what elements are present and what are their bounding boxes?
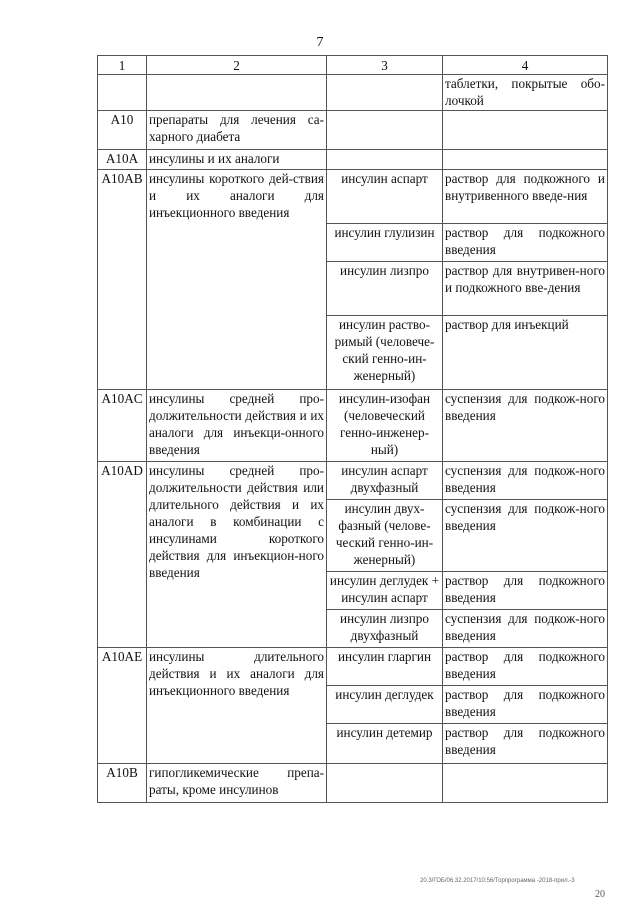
dosage-form-cell: раствор для инъекций	[443, 316, 608, 390]
drug-name-cell: инсулин лизпро двухфазный	[327, 610, 443, 648]
drug-name-cell: инсулин лизпро	[327, 262, 443, 316]
dosage-form-cell	[443, 111, 608, 150]
dosage-form-cell: суспензия для подкож-ного введения	[443, 462, 608, 500]
dosage-form-cell: суспензия для подкож-ного введения	[443, 500, 608, 572]
dosage-form-cell: таблетки, покрытые обо-лочкой	[443, 75, 608, 111]
dosage-form-cell: раствор для подкожного и внутривенного введе-ния	[443, 170, 608, 224]
group-cell: инсулины короткого дей-ствия и их аналоги для инъекционного введения	[147, 170, 327, 390]
atc-code-cell: A10AD	[98, 462, 147, 648]
group-cell: инсулины и их аналоги	[147, 150, 327, 170]
atc-code-cell: A10	[98, 111, 147, 150]
drug-name-cell: инсулин детемир	[327, 724, 443, 764]
drug-name-cell	[327, 150, 443, 170]
table-row	[98, 111, 608, 150]
drug-name-cell: инсулин-изофан (человеческий генно-инженер-ный)	[327, 390, 443, 462]
group-cell: инсулины средней про-должительности действия и их аналоги для инъекци-онного введения	[147, 390, 327, 462]
atc-code-cell: A10AC	[98, 390, 147, 462]
sheet-corner-number: 20	[595, 889, 605, 900]
drug-list-table	[97, 55, 608, 803]
drug-name-cell: инсулин деглудек + инсулин аспарт	[327, 572, 443, 610]
document-footer-stamp: 20.3/ГОБ/06.32.2017/10:56/Торпрограмма -2018-прил.-3	[420, 878, 575, 884]
table-row	[98, 75, 608, 111]
header-col-2: 2	[147, 56, 327, 75]
dosage-form-cell: суспензия для подкож-ного введения	[443, 390, 608, 462]
table-header-row	[98, 56, 608, 75]
atc-code-cell: A10AB	[98, 170, 147, 390]
group-cell: гипогликемические препа-раты, кроме инсулинов	[147, 764, 327, 803]
header-col-1: 1	[98, 56, 147, 75]
dosage-form-cell: раствор для подкожного введения	[443, 572, 608, 610]
drug-name-cell: инсулин аспарт двухфазный	[327, 462, 443, 500]
drug-name-cell	[327, 75, 443, 111]
dosage-form-cell	[443, 764, 608, 803]
dosage-form-cell: раствор для внутривен-ного и подкожного вве-дения	[443, 262, 608, 316]
group-cell: инсулины средней про-должительности действия или длительного действия и их аналоги в комбинации с инсулинами короткого действия для инъекцион-ного введения	[147, 462, 327, 648]
drug-name-cell: инсулин аспарт	[327, 170, 443, 224]
table-row	[98, 150, 608, 170]
dosage-form-cell: суспензия для подкож-ного введения	[443, 610, 608, 648]
page-number: 7	[316, 35, 324, 50]
dosage-form-cell: раствор для подкожного введения	[443, 724, 608, 764]
drug-name-cell: инсулин деглудек	[327, 686, 443, 724]
dosage-form-cell: раствор для подкожного введения	[443, 648, 608, 686]
atc-code-cell: A10A	[98, 150, 147, 170]
drug-name-cell: инсулин двух-фазный (челове-ческий генно-ин-женерный)	[327, 500, 443, 572]
dosage-form-cell: раствор для подкожного введения	[443, 686, 608, 724]
table-row	[98, 462, 608, 500]
group-cell: инсулины длительного действия и их аналоги для инъекционного введения	[147, 648, 327, 764]
drug-name-cell	[327, 111, 443, 150]
drug-name-cell	[327, 764, 443, 803]
header-col-3: 3	[327, 56, 443, 75]
table-row	[98, 764, 608, 803]
dosage-form-cell: раствор для подкожного введения	[443, 224, 608, 262]
header-col-4: 4	[443, 56, 608, 75]
drug-name-cell: инсулин гларгин	[327, 648, 443, 686]
table-row	[98, 648, 608, 686]
table-row	[98, 170, 608, 224]
atc-code-cell: A10AE	[98, 648, 147, 764]
atc-code-cell: A10B	[98, 764, 147, 803]
drug-name-cell: инсулин глулизин	[327, 224, 443, 262]
group-cell	[147, 75, 327, 111]
atc-code-cell	[98, 75, 147, 111]
group-cell: препараты для лечения са-харного диабета	[147, 111, 327, 150]
table-row	[98, 390, 608, 462]
dosage-form-cell	[443, 150, 608, 170]
drug-name-cell: инсулин раство-римый (человече-ский генно-ин-женерный)	[327, 316, 443, 390]
